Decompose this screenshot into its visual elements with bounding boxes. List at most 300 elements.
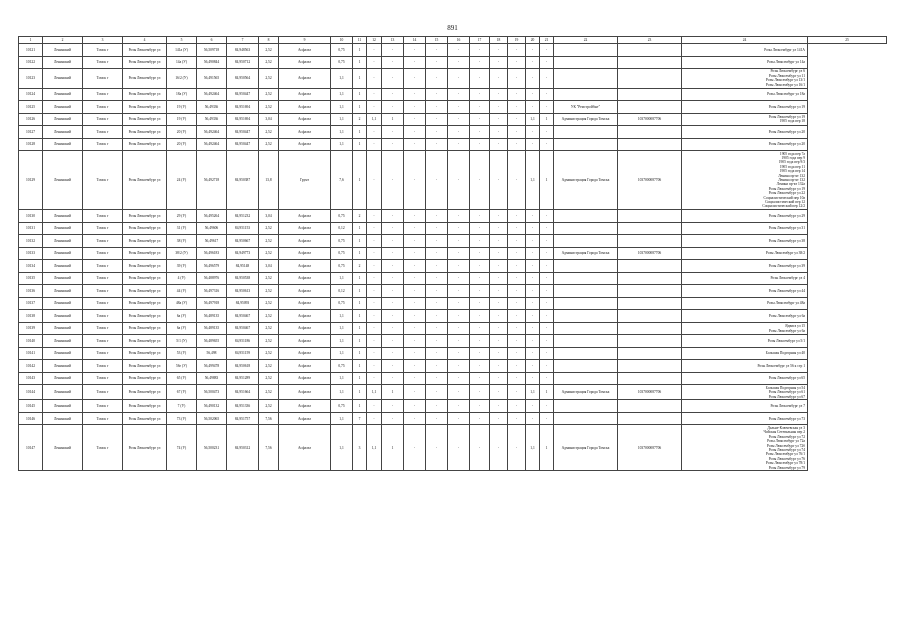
surface-cell: Асфальт — [279, 347, 331, 360]
district-cell: Ленинский — [43, 285, 83, 298]
street-cell: Розы Люксембург ул — [123, 297, 167, 310]
house-cell: 38 (У) — [167, 235, 197, 248]
owner-cell — [554, 222, 618, 235]
owner-cell — [554, 69, 618, 89]
address-line: Розы Люксембург ул 74 — [768, 447, 805, 452]
district-cell: Ленинский — [43, 335, 83, 348]
lon-cell: 84,950447 — [227, 88, 259, 101]
owner-cell — [554, 272, 618, 285]
width-cell: 2,52 — [259, 69, 279, 89]
address-cell — [682, 285, 808, 298]
value-cell: - — [508, 113, 526, 126]
city-cell: Томск г — [83, 260, 123, 273]
value-cell: - — [426, 412, 448, 425]
district-cell: Ленинский — [43, 247, 83, 260]
district-cell: Ленинский — [43, 425, 83, 471]
value-cell: - — [404, 69, 426, 89]
value-cell: - — [367, 297, 382, 310]
value-cell: - — [508, 56, 526, 69]
area-cell: 1,1 — [331, 272, 353, 285]
value-cell: - — [382, 360, 404, 373]
inn-cell — [618, 335, 682, 348]
column-header: 2 — [43, 37, 83, 44]
value-cell: - — [426, 69, 448, 89]
value-cell: - — [404, 400, 426, 413]
column-header: 10 — [331, 37, 353, 44]
house-cell: 73 (У) — [167, 412, 197, 425]
lon-cell: 84,951159 — [227, 347, 259, 360]
value-cell: - — [426, 260, 448, 273]
value-cell: - — [426, 210, 448, 223]
value-cell: - — [448, 44, 470, 57]
value-cell: - — [382, 412, 404, 425]
width-cell: 7,56 — [259, 425, 279, 471]
value-cell: - — [426, 235, 448, 248]
count-cell: 1 — [353, 101, 367, 114]
city-cell: Томск г — [83, 235, 123, 248]
address-cell — [682, 412, 808, 425]
lon-cell: 84,951694 — [227, 113, 259, 126]
house-cell: 29 (У) — [167, 210, 197, 223]
table-row — [19, 235, 887, 248]
address-line: Розы Люксембург ул 6 — [770, 69, 805, 74]
table-row — [19, 385, 887, 400]
district-cell: Ленинский — [43, 272, 83, 285]
value-cell: - — [367, 56, 382, 69]
column-header: 3 — [83, 37, 123, 44]
street-cell: Розы Люксембург ул — [123, 335, 167, 348]
address-line: Розы Люксембург ул 20 — [768, 129, 805, 134]
value-cell: - — [508, 297, 526, 310]
value-cell: - — [382, 285, 404, 298]
address-cell — [682, 69, 808, 89]
value-cell: - — [426, 425, 448, 471]
count-cell: 1 — [353, 335, 367, 348]
district-cell: Ленинский — [43, 235, 83, 248]
value-cell: - — [382, 335, 404, 348]
lat-cell: 56,502065 — [197, 412, 227, 425]
value-cell: - — [404, 297, 426, 310]
area-cell: 0,75 — [331, 210, 353, 223]
lon-cell: 84,948563 — [227, 44, 259, 57]
value-cell: - — [367, 285, 382, 298]
row-id: 10129 — [19, 151, 43, 210]
lat-cell: 56,509718 — [197, 44, 227, 57]
value-cell: - — [426, 101, 448, 114]
house-cell: 6а (У) — [167, 310, 197, 323]
value-cell: - — [490, 222, 508, 235]
value-cell: - — [404, 412, 426, 425]
table-row — [19, 69, 887, 89]
lon-cell: 84,951757 — [227, 412, 259, 425]
district-cell: Ленинский — [43, 210, 83, 223]
value-cell: - — [404, 360, 426, 373]
value-cell: - — [470, 372, 490, 385]
value-cell: - — [426, 335, 448, 348]
district-cell: Ленинский — [43, 151, 83, 210]
value-cell: - — [404, 372, 426, 385]
area-cell: 0,75 — [331, 260, 353, 273]
lat-cell: 56,496579 — [197, 260, 227, 273]
owner-cell — [554, 260, 618, 273]
street-cell: Розы Люксембург ул — [123, 347, 167, 360]
city-cell: Томск г — [83, 56, 123, 69]
row-id: 10122 — [19, 56, 43, 69]
value-cell: - — [508, 151, 526, 210]
street-cell: Розы Люксембург ул — [123, 101, 167, 114]
address-line: Розы Люксембург ул 44 — [768, 288, 805, 293]
value-cell: - — [426, 113, 448, 126]
column-header: 9 — [279, 37, 331, 44]
house-cell: 53 (У) — [167, 347, 197, 360]
lon-cell: 84,951186 — [227, 335, 259, 348]
surface-cell: Асфальт — [279, 56, 331, 69]
lat-cell: 56,489135 — [197, 322, 227, 335]
street-cell: Розы Люксембург ул — [123, 272, 167, 285]
table-row — [19, 138, 887, 151]
city-cell: Томск г — [83, 69, 123, 89]
value-cell: - — [490, 69, 508, 89]
value-cell: - — [367, 310, 382, 323]
address-line: Розы Люксембург ул 5/1 — [767, 338, 805, 343]
surface-cell: Асфальт — [279, 412, 331, 425]
street-cell: Розы Люксембург ул — [123, 222, 167, 235]
value-cell: - — [526, 285, 540, 298]
value-cell: - — [508, 69, 526, 89]
value-cell: - — [382, 297, 404, 310]
owner-cell — [554, 126, 618, 139]
value-cell: - — [490, 247, 508, 260]
street-cell: Розы Люксембург ул — [123, 400, 167, 413]
district-cell: Ленинский — [43, 126, 83, 139]
count-cell: 1 — [353, 247, 367, 260]
value-cell: - — [382, 372, 404, 385]
city-cell: Томск г — [83, 400, 123, 413]
district-cell: Ленинский — [43, 56, 83, 69]
value-cell: - — [526, 322, 540, 335]
owner-cell — [554, 138, 618, 151]
row-id: 10126 — [19, 113, 43, 126]
value-cell: - — [508, 126, 526, 139]
street-cell: Розы Люксембург ул — [123, 126, 167, 139]
value-cell: - — [426, 347, 448, 360]
inn-cell: 1037000087706 — [618, 113, 682, 126]
width-cell: 2,52 — [259, 235, 279, 248]
value-cell: - — [470, 56, 490, 69]
table-row — [19, 260, 887, 273]
value-cell: - — [404, 210, 426, 223]
inn-cell — [618, 210, 682, 223]
address-line: Розы Люксембург ул 38/2 — [765, 251, 805, 256]
value-cell: - — [540, 360, 554, 373]
value-cell: - — [470, 138, 490, 151]
surface-cell: Асфальт — [279, 360, 331, 373]
row-id: 10140 — [19, 335, 43, 348]
house-cell: 6а (У) — [167, 322, 197, 335]
owner-cell: Администрация Города Томска — [554, 385, 618, 400]
value-cell: - — [404, 151, 426, 210]
value-cell: - — [448, 138, 470, 151]
area-cell: 0,12 — [331, 285, 353, 298]
value-cell: - — [508, 247, 526, 260]
lon-cell: 84,950447 — [227, 138, 259, 151]
value-cell: - — [382, 69, 404, 89]
width-cell: 2,52 — [259, 385, 279, 400]
value-cell: - — [448, 235, 470, 248]
city-cell: Томск г — [83, 44, 123, 57]
address-cell — [682, 247, 808, 260]
owner-cell — [554, 210, 618, 223]
street-cell: Розы Люксембург ул — [123, 151, 167, 210]
lon-cell: 84,950564 — [227, 69, 259, 89]
address-cell — [682, 113, 808, 126]
surface-cell: Асфальт — [279, 210, 331, 223]
surface-cell: Асфальт — [279, 322, 331, 335]
street-cell: Розы Люксембург ул — [123, 385, 167, 400]
value-cell: - — [382, 210, 404, 223]
inn-cell: 1037000087706 — [618, 151, 682, 210]
owner-cell — [554, 44, 618, 57]
value-cell: - — [448, 247, 470, 260]
address-line: Ленина пр-кт 132 — [778, 177, 805, 182]
district-cell: Ленинский — [43, 260, 83, 273]
value-cell: - — [448, 126, 470, 139]
value-cell: - — [367, 372, 382, 385]
city-cell: Томск г — [83, 285, 123, 298]
value-cell: - — [404, 385, 426, 400]
value-cell: - — [426, 310, 448, 323]
width-cell: 2,52 — [259, 138, 279, 151]
address-line: Большая Подгорная ул 54 — [765, 385, 805, 390]
value-cell: - — [490, 310, 508, 323]
row-id: 10127 — [19, 126, 43, 139]
area-cell: 1,1 — [331, 69, 353, 89]
address-line: Розы Люксембург ул 7 — [770, 404, 805, 409]
value-cell: - — [508, 322, 526, 335]
value-cell: - — [490, 347, 508, 360]
value-cell: - — [404, 247, 426, 260]
value-cell: 1 — [540, 425, 554, 471]
value-cell: - — [508, 260, 526, 273]
area-cell: 1,1 — [331, 385, 353, 400]
value-cell: - — [490, 360, 508, 373]
value-cell: - — [508, 210, 526, 223]
inn-cell — [618, 101, 682, 114]
owner-cell — [554, 322, 618, 335]
address-line: Социалистический пер 12 — [765, 200, 805, 205]
house-cell: 74 (У) — [167, 425, 197, 471]
width-cell: 2,52 — [259, 297, 279, 310]
row-id: 10145 — [19, 400, 43, 413]
count-cell: 1 — [353, 285, 367, 298]
surface-cell: Асфальт — [279, 126, 331, 139]
owner-cell — [554, 372, 618, 385]
value-cell: - — [508, 101, 526, 114]
inn-cell — [618, 69, 682, 89]
column-header: 11 — [353, 37, 367, 44]
value-cell: - — [508, 88, 526, 101]
value-cell: - — [470, 222, 490, 235]
value-cell: - — [540, 235, 554, 248]
surface-cell: Асфальт — [279, 372, 331, 385]
value-cell: - — [540, 101, 554, 114]
area-cell: 0,75 — [331, 297, 353, 310]
column-header: 8 — [259, 37, 279, 44]
city-cell: Томск г — [83, 347, 123, 360]
address-cell — [682, 56, 808, 69]
city-cell: Томск г — [83, 335, 123, 348]
address-line: Розы Люксембург ул 6а — [768, 313, 805, 318]
value-cell: - — [526, 310, 540, 323]
value-cell: - — [540, 400, 554, 413]
value-cell: - — [426, 138, 448, 151]
table-row — [19, 151, 887, 210]
inn-cell — [618, 322, 682, 335]
address-line: Розы Люксембург ул 22 — [768, 191, 805, 196]
street-cell: Розы Люксембург ул — [123, 260, 167, 273]
header-row — [19, 37, 887, 44]
lat-cell: 56,488976 — [197, 272, 227, 285]
value-cell: - — [367, 322, 382, 335]
value-cell: - — [367, 138, 382, 151]
surface-cell: Асфальт — [279, 285, 331, 298]
value-cell: - — [404, 425, 426, 471]
inn-cell — [618, 88, 682, 101]
value-cell: - — [382, 347, 404, 360]
surface-cell: Асфальт — [279, 335, 331, 348]
street-cell: Розы Люксембург ул — [123, 56, 167, 69]
value-cell: - — [526, 347, 540, 360]
address-line: Дальне-Ключевская ул 3 — [767, 425, 805, 430]
surface-cell: Асфальт — [279, 297, 331, 310]
table-row — [19, 412, 887, 425]
city-cell: Томск г — [83, 360, 123, 373]
lon-cell: 84,950538 — [227, 272, 259, 285]
lon-cell: 84,951664 — [227, 385, 259, 400]
value-cell: - — [526, 210, 540, 223]
address-line: 1905 года пер 18 — [779, 119, 805, 124]
address-cell — [682, 372, 808, 385]
address-line: Розы Люксембург ул 6а — [768, 328, 805, 333]
city-cell: Томск г — [83, 322, 123, 335]
value-cell: - — [367, 88, 382, 101]
value-cell: - — [508, 285, 526, 298]
count-cell: 1 — [353, 88, 367, 101]
value-cell: - — [526, 222, 540, 235]
row-id: 10143 — [19, 372, 43, 385]
value-cell: - — [426, 360, 448, 373]
address-line: Розы Люксембург ул 73 — [768, 416, 805, 421]
value-cell: 1,1 — [526, 425, 540, 471]
row-id: 10133 — [19, 247, 43, 260]
value-cell: - — [508, 310, 526, 323]
column-header: 12 — [367, 37, 382, 44]
inn-cell: 1037000087706 — [618, 385, 682, 400]
address-cell — [682, 347, 808, 360]
row-id: 10136 — [19, 285, 43, 298]
value-cell: - — [404, 101, 426, 114]
address-cell — [682, 260, 808, 273]
value-cell: - — [448, 113, 470, 126]
inn-cell — [618, 285, 682, 298]
address-line: Розы Люксембург ул 141А — [764, 47, 805, 52]
value-cell: - — [470, 272, 490, 285]
city-cell: Томск г — [83, 425, 123, 471]
value-cell: - — [508, 335, 526, 348]
value-cell: - — [367, 151, 382, 210]
value-cell: - — [382, 101, 404, 114]
house-cell: 24 (У) — [167, 151, 197, 210]
row-id: 10130 — [19, 210, 43, 223]
lat-cell: 56,498 — [197, 347, 227, 360]
owner-cell — [554, 347, 618, 360]
address-cell — [682, 126, 808, 139]
row-id: 10146 — [19, 412, 43, 425]
value-cell: - — [448, 310, 470, 323]
count-cell: 3 — [353, 425, 367, 471]
address-cell — [682, 400, 808, 413]
count-cell: 2 — [353, 210, 367, 223]
area-cell: 1,1 — [331, 88, 353, 101]
surface-cell: Асфальт — [279, 138, 331, 151]
count-cell: 1 — [353, 385, 367, 400]
value-cell: - — [508, 412, 526, 425]
width-cell: 2,52 — [259, 272, 279, 285]
value-cell: 1 — [540, 113, 554, 126]
value-cell: - — [426, 222, 448, 235]
width-cell: 2,52 — [259, 88, 279, 101]
address-line: 1905 года пер 7а — [779, 151, 805, 156]
value-cell: - — [426, 272, 448, 285]
value-cell: - — [470, 235, 490, 248]
value-cell: - — [448, 297, 470, 310]
address-line: Розы Люксембург ул 19 — [768, 186, 805, 191]
street-cell: Розы Люксембург ул — [123, 210, 167, 223]
value-cell: - — [367, 101, 382, 114]
city-cell: Томск г — [83, 151, 123, 210]
value-cell: 1 — [382, 425, 404, 471]
street-cell: Розы Люксембург ул — [123, 88, 167, 101]
column-header: 5 — [167, 37, 197, 44]
inn-cell — [618, 412, 682, 425]
area-cell: 0,75 — [331, 44, 353, 57]
width-cell: 2,52 — [259, 44, 279, 57]
address-cell — [682, 310, 808, 323]
column-header: 4 — [123, 37, 167, 44]
value-cell: - — [470, 412, 490, 425]
area-cell: 1,1 — [331, 113, 353, 126]
owner-cell — [554, 335, 618, 348]
row-id: 10139 — [19, 322, 43, 335]
table-row — [19, 113, 887, 126]
address-cell — [682, 88, 808, 101]
value-cell: - — [448, 210, 470, 223]
owner-cell: Администрация Города Томска — [554, 151, 618, 210]
house-cell: 141а (У) — [167, 44, 197, 57]
value-cell: 1 — [382, 385, 404, 400]
value-cell: - — [448, 360, 470, 373]
value-cell: - — [490, 101, 508, 114]
value-cell: - — [448, 56, 470, 69]
value-cell: - — [490, 285, 508, 298]
address-line: Розы Люксембург ул 38 — [768, 238, 805, 243]
value-cell: - — [526, 69, 540, 89]
value-cell: - — [426, 400, 448, 413]
inn-cell — [618, 310, 682, 323]
owner-cell — [554, 297, 618, 310]
city-cell: Томск г — [83, 310, 123, 323]
value-cell: - — [470, 113, 490, 126]
